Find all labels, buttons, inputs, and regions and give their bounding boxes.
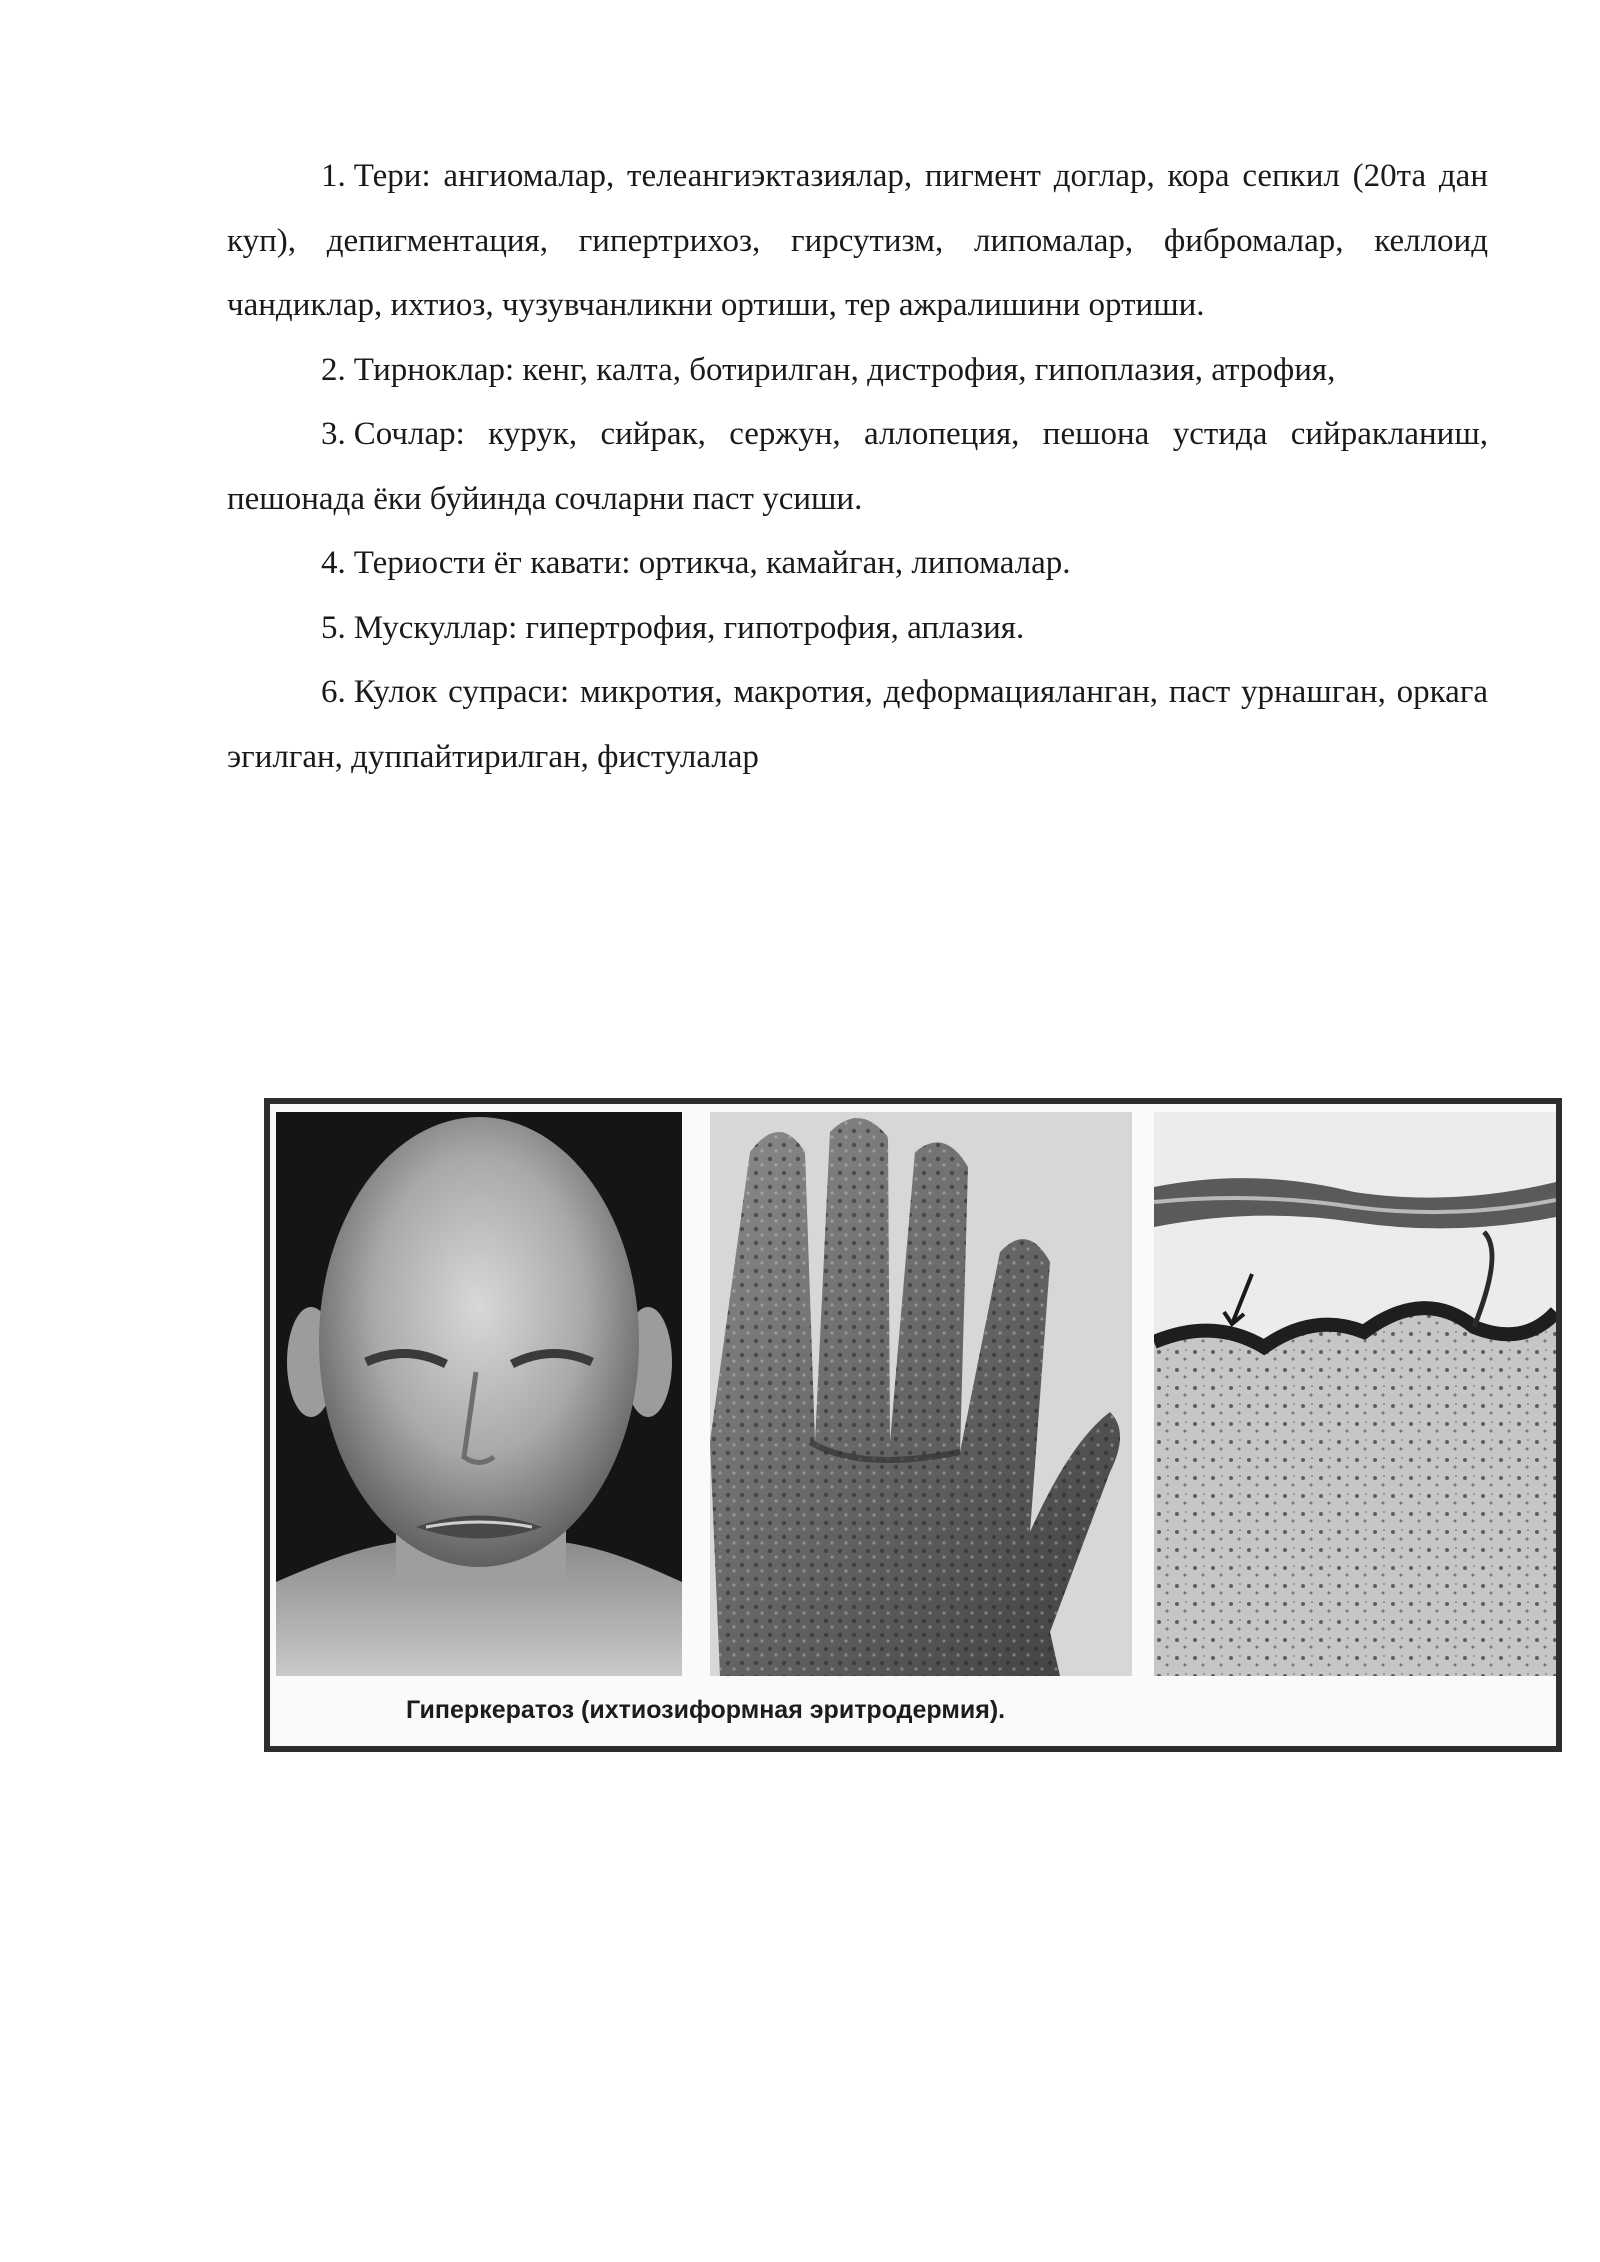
list-item bbox=[227, 531, 1488, 596]
item-number: 2. bbox=[321, 351, 346, 388]
item-number: 6. bbox=[321, 674, 346, 710]
item-number: 5. bbox=[321, 609, 346, 646]
figure-caption: Гиперкератоз (ихтиозиформная эритродермия). bbox=[406, 1696, 1006, 1724]
list-item bbox=[227, 660, 1488, 789]
list-item bbox=[227, 402, 1488, 531]
item-text: Сочлар: курук, сийрак, сержун, аллопеция, пешона устида сийракланиш, пешонада ёки буйинда сочларни паст усиши. bbox=[227, 416, 1488, 517]
item-text: Тери: ангиомалар, телеангиэктазиялар, пигмент доглар, кора сепкил (20та дан куп), депигментация, гипертрихоз, гирсутизм, липомалар, фибромалар, келлоид чандиклар, ихтиоз, чузувчанликни ортиши, тер ажралишини ортиши. bbox=[227, 158, 1488, 323]
item-number: 3. bbox=[321, 416, 346, 452]
item-number: 1. bbox=[321, 158, 346, 194]
list-item bbox=[227, 144, 1488, 338]
feature-list bbox=[227, 144, 1488, 789]
item-text: Тирноклар: кенг, калта, ботирилган, дистрофия, гипоплазия, атрофия, bbox=[353, 351, 1336, 388]
item-text: Кулок супраси: микротия, макротия, деформацияланган, паст урнашган, оркага эгилган, дуппайтирилган, фистулалар bbox=[227, 674, 1488, 775]
hand-photo bbox=[710, 1112, 1132, 1676]
item-number: 4. bbox=[321, 545, 346, 581]
item-text: Териости ёг кавати: ортикча, камайган, липомалар. bbox=[353, 545, 1071, 581]
list-item bbox=[227, 596, 1488, 661]
list-item bbox=[227, 338, 1488, 403]
figure-frame bbox=[264, 1098, 1562, 1752]
histology-photo bbox=[1154, 1112, 1556, 1676]
item-text: Мускуллар: гипертрофия, гипотрофия, аплазия. bbox=[353, 609, 1025, 646]
face-photo bbox=[276, 1112, 682, 1676]
